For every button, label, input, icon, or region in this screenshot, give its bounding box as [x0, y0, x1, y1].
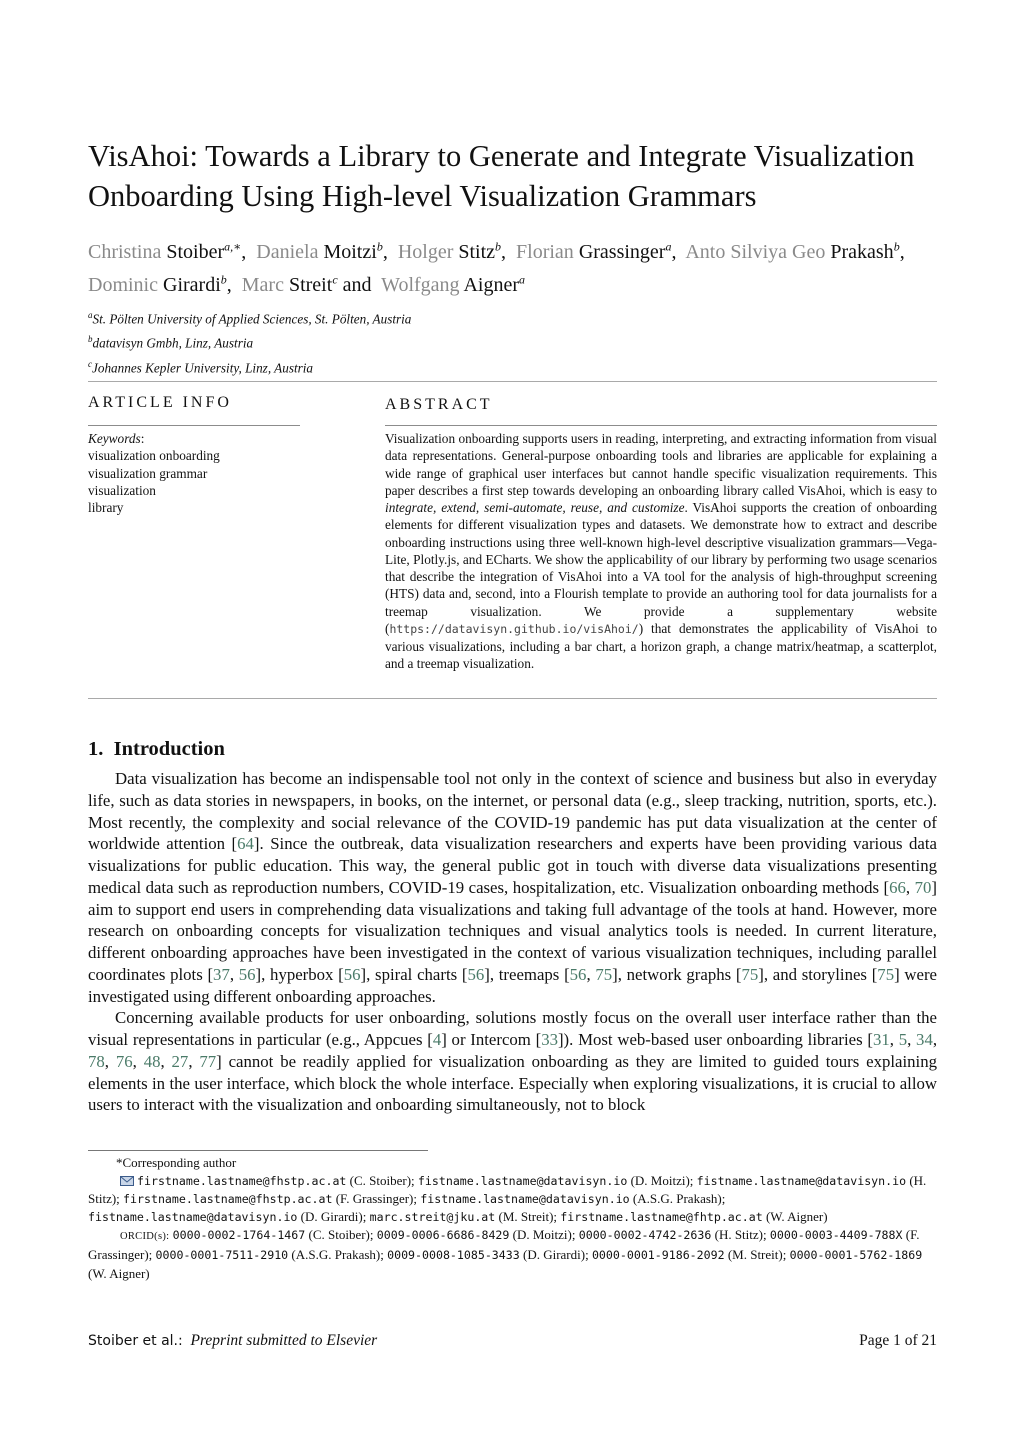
orcid-owner: (A.S.G. Prakash) [291, 1247, 381, 1263]
email-owner: (A.S.G. Prakash) [632, 1191, 722, 1207]
citation-link[interactable]: 75 [741, 964, 759, 984]
paragraph: Data visualization has become an indispensable tool not only in the context of science and business but also in everyday life, such as data stories in newspapers, in books, on the internet, or personal data (e.g., sleep tracking, nutrition, sports, etc.). Most recently, the complexity and social relevance of the COVID-19 pandemic has put data visualization at the center of worldwide attention [64]. Since the outbreak, data visualization researchers and experts have been providing various data visualizations for public education. This way, the general public got in touch with diverse data visualizations presenting medical data such as reproduction numbers, COVID-19 cases, hospitalization, etc. Visualization onboarding methods [66, 70] aim to support end users in comprehending data visualizations and taking full advantage of the tools at hand. However, more research on onboarding concepts for visualization techniques and visual analytics tools is needed. In current literature, different onboarding approaches have been investigated in the context of various visualization techniques, including parallel coordinates plots [37, 56], hyperbox [56], spiral charts [56], treemaps [56, 75], network graphs [75], and storylines [75] were investigated using different onboarding approaches. [88, 769, 938, 1006]
orcid-indent [88, 1227, 120, 1242]
footer-venue: Preprint submitted to Elsevier [190, 1332, 378, 1349]
email-address[interactable]: firstname.lastname@fhstp.ac.at [137, 1174, 347, 1189]
email-address[interactable]: fistname.lastname@datavisyn.io [420, 1192, 630, 1207]
author-family-name: Moitzi [323, 240, 377, 263]
author-separator: , [899, 240, 905, 263]
corresponding-author-note: *Corresponding author [116, 1155, 237, 1170]
paragraph: Concerning available products for user onboarding, solutions mostly focus on the overall user interface rather than the visual representations in particular (e.g., Appcues [4] or Intercom [33]). Most web-based user onboarding libraries [31, 5, 34, 78, 76, 48, 27, 77] cannot be readily applied for visualization onboarding as they are limited to guided tours explaining elements in the user interface, which block the whole interface. Especially when exploring visualizations, it is crucial to allow users to interact with the visualization and onboarding simultaneously, not to block [88, 1008, 938, 1115]
author-given-name: Anto Silviya Geo [685, 240, 826, 263]
author [256, 241, 388, 263]
keywords-label: Keywords [88, 431, 141, 446]
email-owner: (D. Moitzi) [630, 1173, 690, 1189]
affiliation-list [88, 305, 937, 378]
author-given-name: Daniela [256, 240, 319, 263]
author-given-name: Holger [397, 240, 454, 263]
author-affiliation-mark: a [519, 272, 525, 287]
citation-link[interactable]: 75 [595, 964, 613, 984]
top-rule [88, 381, 937, 382]
abstract-part: Visualization onboarding supports users in reading, interpreting, and extracting information from visual data representations. General-purpose onboarding tools and libraries are applicable for explaining a wide range of graphical user interfaces but cannot handle specific visualization requirements. This paper describes a first step towards developing an onboarding library called VisAhoi, which is easy to [385, 431, 937, 498]
footer-citation [88, 1332, 377, 1350]
citation-link[interactable]: 56 [467, 964, 485, 984]
author-affiliation-mark: b [495, 239, 502, 253]
affiliation-mark: b [88, 334, 93, 345]
orcid-label: ORCID(s): [120, 1231, 170, 1243]
author-given-name: Marc [241, 274, 284, 297]
author-family-name: Aigner [463, 274, 519, 297]
keyword-item: visualization grammar [88, 465, 208, 481]
affiliation-text: datavisyn Gmbh, Linz, Austria [92, 335, 254, 351]
citation-link[interactable]: 64 [237, 834, 254, 854]
supplementary-website-link[interactable]: https://datavisyn.github.io/visAhoi/ [389, 621, 639, 636]
section-heading [88, 738, 225, 761]
introduction-body [88, 768, 937, 1116]
affiliation-text: St. Pölten University of Applied Sciences, St. Pölten, Austria [92, 311, 412, 327]
orcid-owner: (F. Grassinger) [88, 1227, 920, 1263]
author-affiliation-mark: b [220, 272, 227, 287]
citation-link[interactable]: 70 [914, 877, 932, 897]
email-owner: (F. Grassinger) [335, 1191, 414, 1207]
orcid-owner: (D. Moitzi) [512, 1227, 572, 1243]
affiliation-mark: a [88, 310, 93, 320]
abstract-part: ) that demonstrates the applicability of VisAhoi to various visualizations, including a bar chart, a horizon graph, a change matrix/heatmap, a scatterplot, and a treemap visualization. [385, 620, 937, 672]
author-given-name: Christina [88, 240, 162, 263]
paper-page [88, 0, 937, 1448]
citation-link[interactable]: 33 [541, 1030, 558, 1049]
email-owner: (M. Streit) [498, 1209, 554, 1225]
citation-link[interactable]: 77 [199, 1051, 217, 1071]
author [516, 241, 676, 263]
footer-authors: Stoiber et al. [88, 1333, 179, 1349]
orcid-id[interactable]: 0009-0006-6686-8429 [376, 1228, 510, 1243]
author-separator: , [241, 240, 247, 263]
author [398, 241, 506, 263]
author [88, 241, 246, 263]
citation-link[interactable]: 56 [343, 964, 361, 984]
email-address[interactable]: firstname.lastname@fhtp.ac.at [560, 1210, 763, 1225]
citation-link[interactable]: 76 [115, 1051, 133, 1071]
email-owner: (D. Girardi) [300, 1209, 363, 1225]
orcid-owner: (M. Streit) [727, 1247, 783, 1263]
email-owner: (W. Aigner) [765, 1209, 828, 1225]
citation-link[interactable]: 37 [213, 964, 230, 984]
author-list [88, 232, 937, 299]
envelope-icon [120, 1173, 134, 1183]
article-info-heading: ARTICLE INFO [88, 394, 232, 411]
keyword-item: visualization [88, 482, 156, 498]
citation-link[interactable]: 34 [916, 1030, 933, 1049]
orcid-list: ORCID(s): 0000-0002-1764-1467 (C. Stoiber); 0009-0006-6686-8429 (D. Moitzi); 0000-0002-4742-2636 (H. Stitz); 0000-0003-4409-788X (F. Grassinger); 0000-0001-7511-2910 (A.S.G. Prakash); 0009-0008-1085-3433 (D. Girardi); 0000-0001-9186-2092 (M. Streit); 0000-0001-5762-1869 (W. Aigner) [88, 1227, 923, 1281]
orcid-id[interactable]: 0000-0001-5762-1869 [789, 1248, 923, 1263]
orcid-id[interactable]: 0000-0002-1764-1467 [172, 1228, 306, 1243]
paper-title: VisAhoi: Towards a Library to Generate and Integrate Visualization Onboarding Using High-level Visualization Grammars [88, 139, 915, 213]
author [685, 241, 904, 263]
abstract-part: . VisAhoi supports the creation of onboarding elements for different visualization types and datasets. We demonstrate how to extract and describe onboarding instructions using three well-known high-level descriptive visualization grammars—Vega-Lite, Plotly.js, and ECharts. We show the applicability of our library by performing two usage scenarios that describe the integration of VisAhoi into a VA tool for the analysis of high-throughput screening (HTS) data and, second, into a Flourish template to provide an authoring tool for data journalists for a treemap visualization. We provide a supplementary website ( [385, 500, 937, 636]
author-separator: , [226, 274, 232, 297]
author-separator: , [501, 240, 507, 263]
email-address[interactable]: fistname.lastname@datavisyn.io [417, 1174, 628, 1189]
keywords-block: Keywords: visualization onboarding visualization grammar visualization library [88, 430, 298, 516]
author [381, 274, 525, 296]
email-indent [88, 1173, 120, 1188]
affiliation-text: Johannes Kepler University, Linz, Austria [92, 360, 314, 376]
article-info-rule [88, 425, 300, 426]
affiliation [88, 354, 937, 378]
author-given-name: Florian [516, 240, 574, 263]
orcid-owner: (D. Girardi) [522, 1247, 586, 1263]
email-address[interactable]: marc.streit@jku.at [369, 1210, 496, 1225]
author-family-name: Prakash [830, 240, 894, 263]
citation-link[interactable]: 27 [171, 1051, 189, 1071]
author-family-name: Stoiber [166, 240, 225, 263]
author-affiliation-mark: a,∗ [224, 239, 242, 253]
citation-link[interactable]: 56 [569, 964, 587, 984]
section-number: 1. [88, 738, 104, 760]
orcid-id[interactable]: 0000-0002-4742-2636 [578, 1228, 712, 1243]
citation-link[interactable]: 75 [877, 964, 895, 984]
author-separator: and [337, 274, 372, 297]
abstract-bottom-rule [88, 698, 937, 699]
affiliation [88, 329, 937, 353]
author-separator: , [382, 240, 388, 263]
affiliation [88, 305, 937, 329]
keyword-item: library [88, 500, 124, 516]
keyword-item: visualization onboarding [88, 448, 220, 464]
footnotes [88, 1154, 937, 1283]
orcid-owner: (C. Stoiber) [308, 1227, 370, 1243]
author-affiliation-mark: b [376, 239, 383, 253]
citation-link[interactable]: 31 [873, 1030, 890, 1049]
footer-colon: : [178, 1333, 183, 1349]
author-affiliation-mark: b [893, 239, 900, 253]
email-owner: (C. Stoiber) [349, 1173, 412, 1189]
orcid-id[interactable]: 0000-0003-4409-788X [769, 1228, 903, 1243]
author-family-name: Girardi [163, 274, 221, 297]
citation-link[interactable]: 66 [889, 877, 906, 897]
citation-link[interactable]: 48 [143, 1051, 161, 1071]
author-family-name: Grassinger [578, 240, 666, 263]
citation-link[interactable]: 5 [898, 1030, 908, 1049]
orcid-owner: (H. Stitz) [714, 1227, 763, 1243]
email-address[interactable]: firstname.lastname@fhstp.ac.at [123, 1192, 333, 1207]
footnote-rule [88, 1150, 428, 1151]
citation-link[interactable]: 4 [432, 1030, 442, 1049]
section-title: Introduction [113, 738, 225, 760]
orcid-id[interactable]: 0009-0008-1085-3433 [387, 1248, 520, 1263]
author-family-name: Stitz [458, 240, 496, 263]
author-family-name: Streit [288, 274, 333, 297]
orcid-id[interactable]: 0000-0001-7511-2910 [155, 1248, 289, 1263]
abstract-text [385, 430, 937, 673]
orcid-owner: (W. Aigner) [88, 1265, 150, 1281]
author [242, 274, 372, 296]
email-owner: (H. Stitz) [88, 1173, 927, 1207]
affiliation-mark: c [88, 358, 92, 369]
author [88, 274, 232, 296]
email-address[interactable]: fistname.lastname@datavisyn.io [696, 1174, 907, 1189]
email-list: firstname.lastname@fhstp.ac.at (C. Stoiber); fistname.lastname@datavisyn.io (D. Moitzi); fistname.lastname@datavisyn.io (H. Stitz); firstname.lastname@fhstp.ac.at (F. Grassinger); fistname.lastname@datavisyn.io (A.S.G. Prakash); fistname.lastname@datavisyn.io (D. Girardi); marc.streit@jku.at (M. Streit); firstname.lastname@fhtp.ac.at (W. Aigner) [88, 1173, 927, 1225]
abstract-emphasis: integrate, extend, semi-automate, reuse, and customize [385, 500, 685, 515]
citation-link[interactable]: 78 [88, 1051, 105, 1071]
abstract-rule [385, 425, 937, 426]
page-number: Page 1 of 21 [859, 1332, 937, 1349]
email-address[interactable]: fistname.lastname@datavisyn.io [88, 1210, 298, 1225]
author-affiliation-mark: c [332, 272, 338, 287]
author-affiliation-mark: a [665, 239, 672, 253]
abstract-heading: ABSTRACT [385, 396, 493, 413]
author-separator: , [671, 240, 677, 263]
author-given-name: Dominic [88, 274, 158, 297]
orcid-id[interactable]: 0000-0001-9186-2092 [591, 1248, 725, 1263]
citation-link[interactable]: 56 [238, 964, 256, 984]
author-given-name: Wolfgang [381, 274, 460, 297]
